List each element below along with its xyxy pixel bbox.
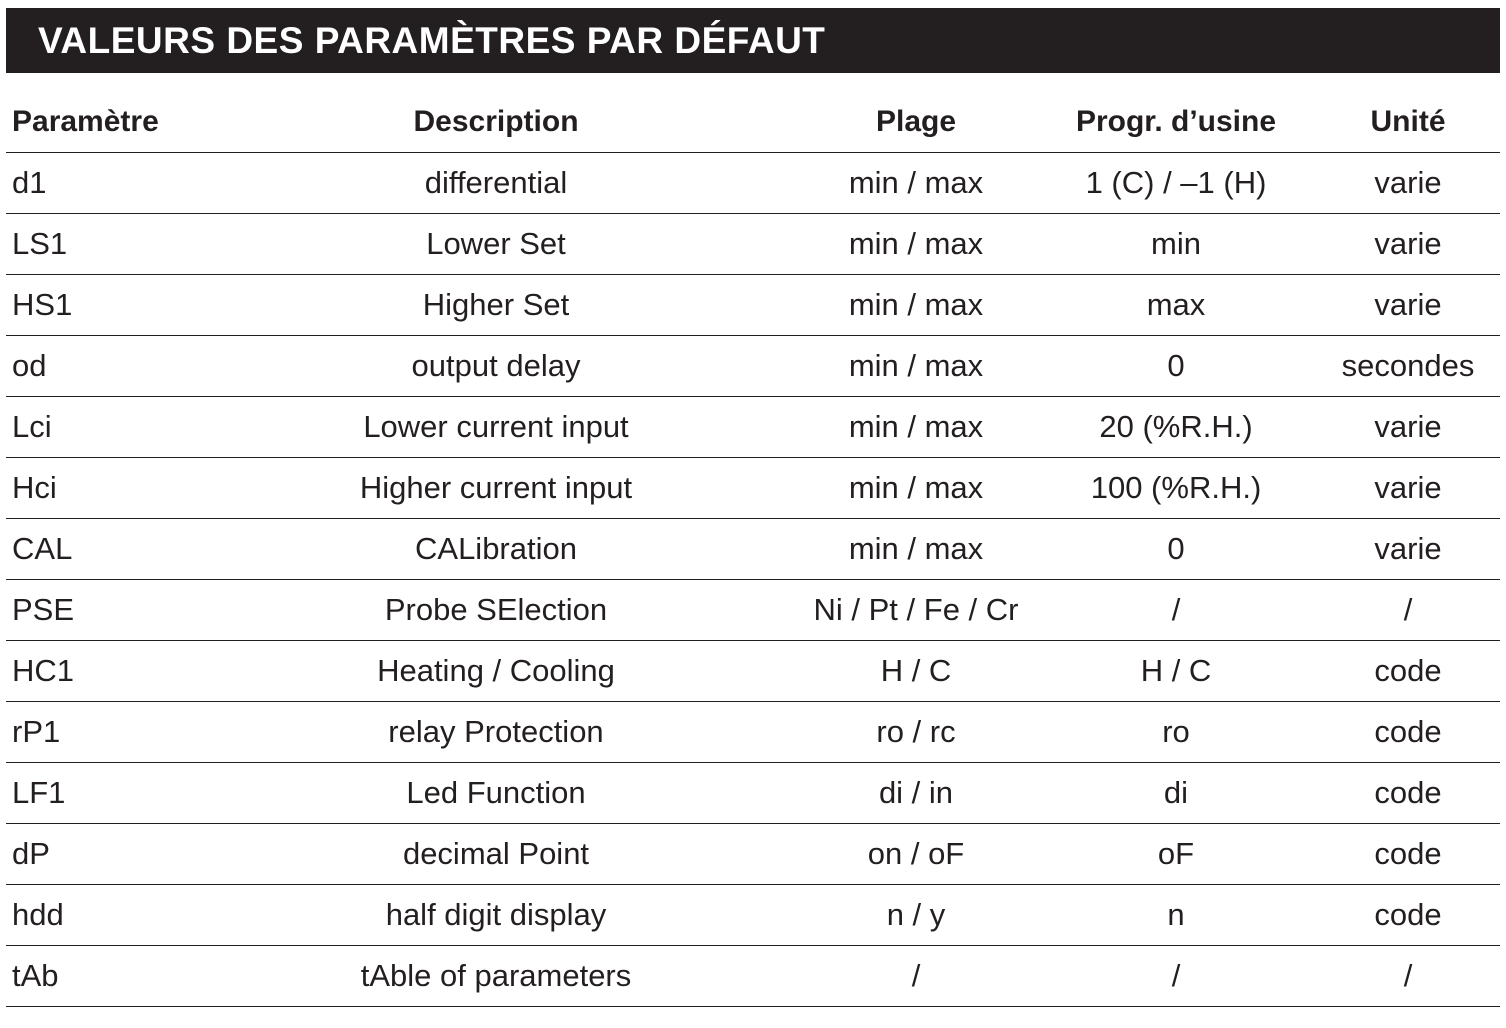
cell-description: Heating / Cooling [196,641,796,702]
cell-parametre: hdd [6,885,196,946]
cell-parametre: tAb [6,946,196,1007]
page-title: VALEURS DES PARAMÈTRES PAR DÉFAUT [6,8,1500,73]
cell-progr-usine: ro [1036,702,1316,763]
cell-plage: min / max [796,214,1036,275]
table-row [6,153,1500,214]
cell-progr-usine: 1 (C) / –1 (H) [1036,153,1316,214]
cell-description: relay Protection [196,702,796,763]
cell-progr-usine: oF [1036,824,1316,885]
table-row [6,580,1500,641]
cell-unite: code [1316,885,1500,946]
cell-unite: varie [1316,397,1500,458]
cell-unite: / [1316,946,1500,1007]
cell-progr-usine: 20 (%R.H.) [1036,397,1316,458]
header-unite: Unité [1316,92,1500,153]
cell-plage: min / max [796,458,1036,519]
header-parametre: Paramètre [6,92,196,153]
cell-progr-usine: min [1036,214,1316,275]
table-header-row [6,92,1500,153]
header-description: Description [196,92,796,153]
cell-unite: code [1316,702,1500,763]
cell-description: half digit display [196,885,796,946]
cell-unite: / [1316,580,1500,641]
cell-progr-usine: di [1036,763,1316,824]
table-row [6,885,1500,946]
cell-description: Lower Set [196,214,796,275]
cell-progr-usine: / [1036,946,1316,1007]
cell-unite: varie [1316,458,1500,519]
cell-progr-usine: 0 [1036,336,1316,397]
cell-parametre: LS1 [6,214,196,275]
cell-progr-usine: 0 [1036,519,1316,580]
cell-unite: secondes [1316,336,1500,397]
cell-description: Probe SElection [196,580,796,641]
cell-parametre: CAL [6,519,196,580]
cell-plage: min / max [796,275,1036,336]
cell-plage: min / max [796,519,1036,580]
cell-description: Lower current input [196,397,796,458]
cell-description: Led Function [196,763,796,824]
cell-plage: Ni / Pt / Fe / Cr [796,580,1036,641]
cell-plage: ro / rc [796,702,1036,763]
cell-progr-usine: / [1036,580,1316,641]
cell-unite: code [1316,824,1500,885]
header-progr-usine: Progr. d’usine [1036,92,1316,153]
cell-progr-usine: max [1036,275,1316,336]
table-row [6,214,1500,275]
cell-progr-usine: 100 (%R.H.) [1036,458,1316,519]
table-row [6,824,1500,885]
table-row [6,458,1500,519]
cell-description: output delay [196,336,796,397]
cell-description: CALibration [196,519,796,580]
cell-plage: / [796,946,1036,1007]
cell-description: tAble of parameters [196,946,796,1007]
header-plage: Plage [796,92,1036,153]
cell-unite: varie [1316,519,1500,580]
cell-unite: varie [1316,153,1500,214]
cell-parametre: od [6,336,196,397]
cell-progr-usine: n [1036,885,1316,946]
cell-plage: min / max [796,153,1036,214]
cell-plage: on / oF [796,824,1036,885]
table-row [6,946,1500,1007]
table-row [6,336,1500,397]
cell-plage: min / max [796,397,1036,458]
table-row [6,397,1500,458]
table-row [6,763,1500,824]
cell-parametre: d1 [6,153,196,214]
cell-plage: di / in [796,763,1036,824]
cell-unite: varie [1316,275,1500,336]
cell-parametre: rP1 [6,702,196,763]
cell-unite: code [1316,763,1500,824]
cell-parametre: Lci [6,397,196,458]
cell-parametre: HC1 [6,641,196,702]
cell-unite: varie [1316,214,1500,275]
cell-parametre: PSE [6,580,196,641]
table-row [6,702,1500,763]
cell-parametre: HS1 [6,275,196,336]
cell-description: decimal Point [196,824,796,885]
cell-plage: min / max [796,336,1036,397]
cell-plage: n / y [796,885,1036,946]
cell-progr-usine: H / C [1036,641,1316,702]
cell-description: Higher current input [196,458,796,519]
cell-description: Higher Set [196,275,796,336]
parameters-table [6,92,1500,1007]
cell-parametre: Hci [6,458,196,519]
cell-unite: code [1316,641,1500,702]
table-row [6,641,1500,702]
table-row [6,275,1500,336]
cell-parametre: LF1 [6,763,196,824]
cell-parametre: dP [6,824,196,885]
cell-description: differential [196,153,796,214]
cell-plage: H / C [796,641,1036,702]
table-row [6,519,1500,580]
